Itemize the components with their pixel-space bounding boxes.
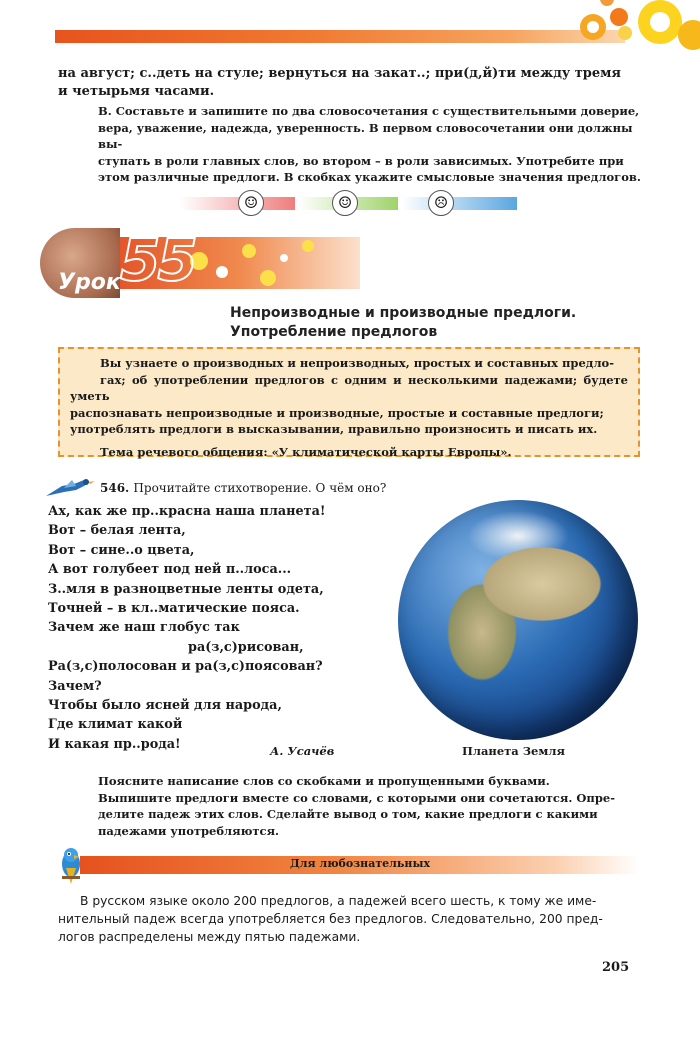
goals-text [70,355,628,438]
continuation-text [58,65,648,101]
header-decoration [560,0,700,60]
image-caption: Планета Земля [462,744,565,758]
title-line: Непроизводные и производные предлоги. [230,305,577,321]
poem-line: Точней – в кл..матические пояса. [48,601,300,617]
poem-line: Зачем? [48,678,102,694]
header-bar [55,30,625,43]
speech-theme: Тема речевого общения: «У климатической карты Европы». [100,444,512,459]
poem-line: Вот – белая лента, [48,523,186,539]
text-line: и четырьмя часами. [58,84,215,99]
text-line: этом различные предлоги. В скобках укажите смысловые значения предлогов. [98,170,641,185]
curious-text [58,892,648,946]
smiling-face-icon: ☺ [238,190,264,216]
poem-line: ра(з,с)рисован, [188,639,304,655]
text-line: распознавать непроизводные и производные, простые и составные предлоги; [70,405,604,420]
sad-face-icon: ☹ [428,190,454,216]
neutral-face-icon: ☺ [332,190,358,216]
text-line: гах; об употреблении предлогов с одним и несколькими падежами; будете уметь [70,372,628,404]
exercise-number: 546. [100,481,130,495]
text-line: Поясните написание слов со скобками и пропущенными буквами. [98,774,550,788]
text-line: на август; с..деть на стуле; вернуться на закат..; при(д,й)ти между тремя [58,66,622,81]
divider-strip-3 [402,197,517,210]
lesson-goals-box [58,347,640,457]
text-line: В русском языке около 200 предлогов, а падежей всего шесть, к тому же име- [80,894,597,908]
exercise-v [98,103,643,186]
poem-line: А вот голубеет под ней п..лоса... [48,562,292,578]
curious-heading: Для любознательных [289,857,431,870]
lesson-word: Урок [58,270,121,295]
text-line: Вы узнаете о производных и непроизводных, простых и составных предло- [100,356,615,370]
poem-line: Ра(з,с)полосован и ра(з,с)поясован? [48,659,323,675]
lesson-number: 55 [120,226,195,294]
text-line: употреблять предлоги в высказывании, правильно произносить и писать их. [70,422,598,437]
poem [48,502,326,754]
poem-line: З..мля в разноцветные ленты одета, [48,581,324,597]
poem-line: И какая пр..рода! [48,736,181,752]
poem-line: Где климат какой [48,717,183,733]
poem-line: Чтобы было ясней для народа, [48,698,282,714]
page-number: 205 [602,960,630,975]
text-line: В. Составьте и запишите по два словосочетания с существительными доверие, [98,104,640,118]
earth-globe-image [398,500,638,740]
exercise-546-header [100,480,386,497]
poem-author: А. Усачёв [270,744,335,758]
poem-line: Ах, как же пр..красна наша планета! [48,504,326,519]
text-line: логов распределены между пятью падежами. [58,930,361,944]
poem-line: Зачем же наш глобус так [48,620,240,636]
bird-icon [44,476,96,498]
text-line: ступать в роли главных слов, во втором – в роли зависимых. Употребите при [98,153,624,168]
banner-dots [180,240,360,295]
exercise-instruction: Прочитайте стихотворение. О чём оно? [133,481,387,495]
lesson-title [230,304,576,342]
poem-line: Вот – сине..о цвета, [48,542,195,558]
text-line: вера, уважение, надежда, уверенность. В первом словосочетании они должны вы- [98,120,633,152]
text-line: нительный падеж всегда употребляется без предлогов. Следовательно, 200 пред- [58,912,603,926]
title-line: Употребление предлогов [230,324,438,340]
text-line: делите падеж этих слов. Сделайте вывод о том, какие предлоги с какими [98,807,598,822]
text-line: Выпишите предлоги вместе со словами, с которыми они сочетаются. Опре- [98,790,615,805]
text-line: падежами употребляются. [98,823,280,838]
exercise-546-task [98,773,643,839]
